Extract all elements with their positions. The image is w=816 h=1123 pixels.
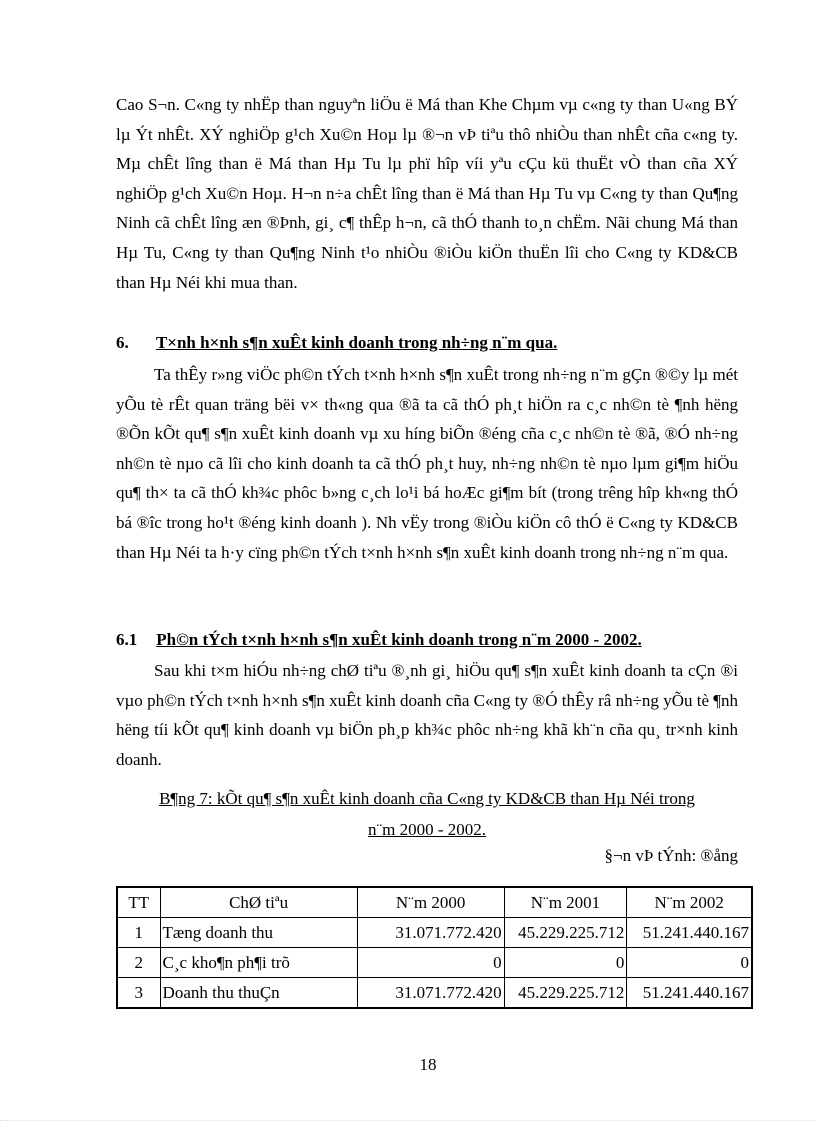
row-value-2001: 0 <box>504 948 627 978</box>
row-value-2000: 0 <box>357 948 504 978</box>
section-6-paragraph: Ta thÊy r»ng viÖc ph©n tÝch t×nh h×nh s¶n xuÊt trong nh÷ng n¨m gÇn ®©y lµ mét yÕu tè rÊt quan träng bëi v× th«ng qua ®ã ta cã thÓ ph¸t hiÖn ra c¸c nh©n tè ¶nh hëng ®Õn kÕt qu¶ s¶n xuÊt kinh doanh vµ xu híng biÕn ®éng cña c¸c nh©n tè ®ã, ®Ó nh÷ng nh©n tè nµo cã lîi cho kinh doanh ta cã thÓ ph¸t huy, nh÷ng nh©n tè nµo lµm gi¶m hiÖu qu¶ th× ta cã thÓ kh¾c phôc b»ng c¸ch lo¹i bá hoÆc gi¶m bít (trong trêng hîp kh«ng thÓ bá ®îc trong ho¹t ®éng kinh doanh ). Nh vËy trong ®iÒu kiÖn cô thÓ ë C«ng ty KD&CB than Hµ Néi ta h·y cïng ph©n tÝch t×nh h×nh s¶n xuÊt kinh doanh trong nh÷ng n¨m qua. <box>116 365 738 562</box>
header-tt: TT <box>117 887 160 918</box>
table-header-row <box>117 887 752 918</box>
results-table <box>116 886 753 1009</box>
table-row <box>117 918 752 948</box>
table-row <box>117 978 752 1009</box>
section-6-number: 6. <box>116 333 129 352</box>
row-value-2002: 0 <box>627 948 752 978</box>
row-index: 2 <box>117 948 160 978</box>
row-label: Tæng doanh thu <box>160 918 357 948</box>
unit-label: §¬n vÞ tÝnh: ®ång <box>604 846 738 865</box>
header-year-2000: N¨m 2000 <box>357 887 504 918</box>
row-index: 3 <box>117 978 160 1009</box>
section-6-1-paragraph: Sau khi t×m hiÓu nh÷ng chØ tiªu ®¸nh gi¸ hiÖu qu¶ s¶n xuÊt kinh doanh ta cÇn ®i vµo ph©n tÝch t×nh h×nh s¶n xuÊt kinh doanh cña C«ng ty ®Ó thÊy râ nh÷ng yÕu tè ¶nh hëng tíi kÕt qu¶ kinh doanh vµ biÖn ph¸p kh¾c phôc nh÷ng khã kh¨n cña qu¸ tr×nh kinh doanh. <box>116 661 738 769</box>
row-value-2000: 31.071.772.420 <box>357 978 504 1009</box>
row-value-2001: 45.229.225.712 <box>504 978 627 1009</box>
table-row <box>117 948 752 978</box>
table-caption-line-1: B¶ng 7: kÕt qu¶ s¶n xuÊt kinh doanh cña C«ng ty KD&CB than Hµ Néi trong <box>159 789 695 808</box>
table-caption-line-2: n¨m 2000 - 2002. <box>367 820 487 839</box>
section-6-1-title: Ph©n tÝch t×nh h×nh s¶n xuÊt kinh doanh trong n¨m 2000 - 2002. <box>156 630 642 649</box>
page-number: 18 <box>419 1055 437 1074</box>
row-value-2000: 31.071.772.420 <box>357 918 504 948</box>
header-year-2001: N¨m 2001 <box>504 887 627 918</box>
header-indicator: ChØ tiªu <box>160 887 357 918</box>
footer-divider <box>0 1120 816 1121</box>
intro-paragraph: Cao S¬n. C«ng ty nhËp than nguyªn liÖu ë Má than Khe Chµm vµ c«ng ty than U«ng BÝ lµ Ýt nhÊt. XÝ nghiÖp g¹ch Xu©n Hoµ lµ ®¬n vÞ tiªu thô nhiÒu than nhÊt cña c«ng ty. Mµ chÊt lîng than ë Má than Hµ Tu lµ phï hîp víi yªu cÇu kü thuËt vÒ than cña XÝ nghiÖp g¹ch Xu©n Hoµ. H¬n n÷a chÊt lîng than ë Má than Hµ Tu vµ C«ng ty than Qu¶ng Ninh cã chÊt lîng æn ®Þnh, gi¸ c¶ thÊp h¬n, cã thÓ thanh to¸n chËm. Nãi chung Má than Hµ Tu, C«ng ty than Qu¶ng Ninh t¹o nhiÒu ®iÒu kiÖn thuËn lîi cho C«ng ty KD&CB than Hµ Néi khi mua than. <box>116 95 738 292</box>
section-6-1-number: 6.1 <box>116 630 138 649</box>
row-value-2001: 45.229.225.712 <box>504 918 627 948</box>
row-index: 1 <box>117 918 160 948</box>
row-label: C¸c kho¶n ph¶i trõ <box>160 948 357 978</box>
row-value-2002: 51.241.440.167 <box>627 918 752 948</box>
row-value-2002: 51.241.440.167 <box>627 978 752 1009</box>
header-year-2002: N¨m 2002 <box>627 887 752 918</box>
section-6-heading <box>116 328 756 357</box>
section-6-title: T×nh h×nh s¶n xuÊt kinh doanh trong nh÷ng n¨m qua. <box>155 333 558 352</box>
row-label: Doanh thu thuÇn <box>160 978 357 1009</box>
section-6-1-heading <box>116 625 756 654</box>
